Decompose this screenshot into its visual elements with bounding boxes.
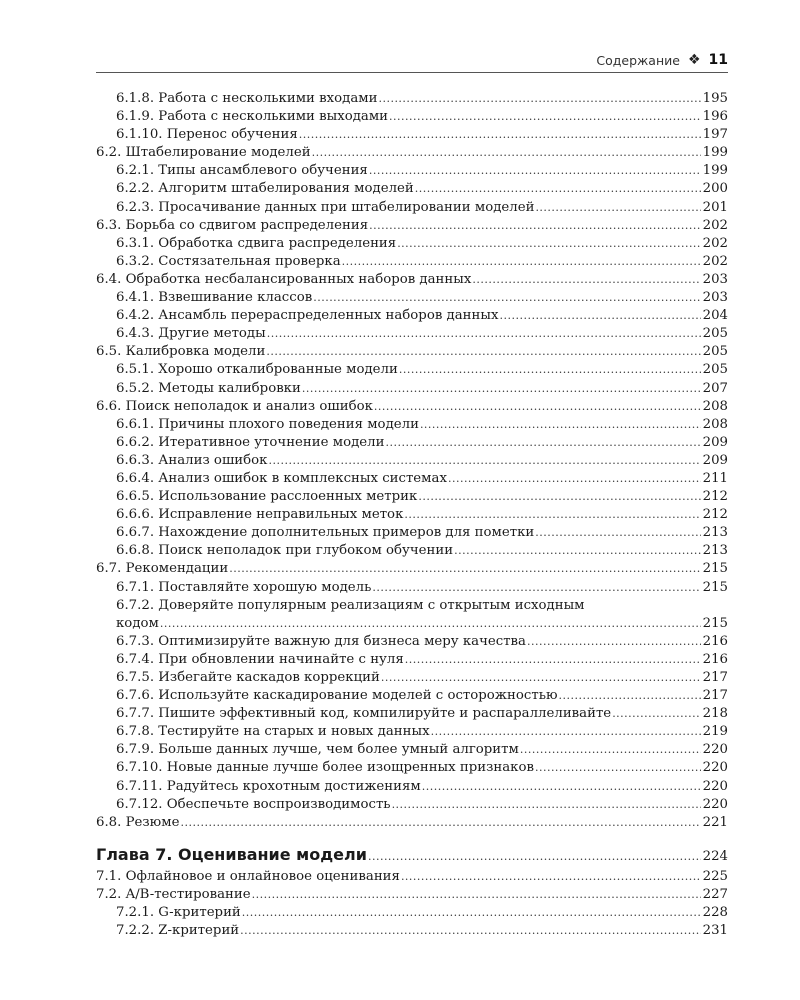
toc-page-number: 209 (702, 434, 728, 450)
toc-entry-title: 6.6.7. Нахождение дополнительных примеров для пометки (116, 525, 535, 541)
dot-leader (312, 146, 701, 159)
toc-entry[interactable] (96, 869, 728, 887)
dot-leader (527, 635, 701, 648)
dot-leader (431, 725, 701, 738)
toc-entry-title: 6.6. Поиск неполадок и анализ ошибок (96, 398, 373, 414)
toc-page-number: 208 (702, 416, 728, 432)
toc-page-number: 224 (702, 848, 728, 864)
toc-entry[interactable] (96, 381, 728, 399)
toc-entry-line (96, 598, 728, 616)
toc-entry-title: 6.4.3. Другие методы (116, 326, 266, 342)
toc-entry-title: 6.4.1. Взвешивание классов (116, 290, 313, 306)
toc-entry[interactable] (96, 561, 728, 579)
dot-leader (397, 237, 701, 250)
dot-leader (269, 454, 702, 467)
toc-page-number: 204 (702, 308, 728, 324)
dot-leader (378, 92, 701, 105)
dot-leader (374, 400, 701, 413)
toc-page-number: 212 (702, 507, 728, 523)
toc-page-number: 203 (702, 290, 728, 306)
dot-leader (535, 761, 701, 774)
toc-entry-title: 6.1.10. Перенос обучения (116, 127, 298, 143)
toc-page-number: 216 (702, 651, 728, 667)
toc-entry-title: 6.5. Калибровка модели (96, 344, 266, 360)
dot-leader (422, 780, 701, 793)
toc-page-number: 215 (702, 579, 728, 595)
toc-page-number: 213 (702, 525, 728, 541)
toc-entry-title: 6.7.8. Тестируйте на старых и новых данных (116, 724, 430, 740)
toc-entry-title: 6.5.1. Хорошо откалиброванные модели (116, 362, 398, 378)
toc-page-number: 216 (702, 633, 728, 649)
dot-leader (399, 363, 701, 376)
toc-entry[interactable] (96, 507, 728, 525)
toc-entry[interactable] (96, 724, 728, 742)
toc-entry-title: 7.1. Офлайновое и онлайновое оценивания (96, 868, 400, 884)
toc-entry-title: 6.7.4. При обновлении начинайте с нуля (116, 651, 404, 667)
toc-entry[interactable] (96, 236, 728, 254)
toc-entry[interactable] (96, 453, 728, 471)
toc-page-number: 200 (702, 181, 728, 197)
toc-page-number: 203 (702, 271, 728, 287)
header-page-number: 11 (708, 52, 728, 68)
dot-leader (415, 182, 701, 195)
running-header (96, 50, 728, 70)
toc-entry-title: 6.7.9. Больше данных лучше, чем более умный алгоритм (116, 742, 519, 758)
toc-entry-title: 6.7.10. Новые данные лучше более изощренных признаков (116, 760, 534, 776)
toc-page-number: 205 (702, 344, 728, 360)
toc-page-number: 202 (702, 235, 728, 251)
toc-entry-title: 6.6.5. Использование расслоенных метрик (116, 489, 418, 505)
dot-leader (520, 743, 701, 756)
toc-entry[interactable] (96, 489, 728, 507)
toc-entry-title: кодом (116, 615, 159, 631)
dot-leader (401, 870, 701, 883)
toc-page-number: 220 (702, 778, 728, 794)
toc-entry-title: 6.6.3. Анализ ошибок (116, 452, 268, 468)
toc-entry[interactable] (96, 218, 728, 236)
toc-entry[interactable] (96, 109, 728, 127)
toc-entry-title: 6.5.2. Методы калибровки (116, 380, 301, 396)
toc-page-number: 212 (702, 489, 728, 505)
dot-leader (302, 382, 701, 395)
dot-leader (229, 562, 701, 575)
dot-leader (392, 798, 701, 811)
toc-entry-title: 6.6.2. Итеративное уточнение модели (116, 434, 385, 450)
toc-entry[interactable] (96, 163, 728, 181)
toc-page-number: 219 (702, 724, 728, 740)
dot-leader (180, 816, 701, 829)
dot-leader (313, 291, 701, 304)
toc-entry[interactable] (96, 254, 728, 272)
toc-entry-title: 6.8. Резюме (96, 814, 180, 830)
toc-page-number: 220 (702, 742, 728, 758)
toc-entry[interactable] (96, 272, 728, 290)
dot-leader (418, 490, 701, 503)
toc-entry-title: 6.3.1. Обработка сдвига распределения (116, 235, 397, 251)
toc-entry[interactable] (96, 471, 728, 489)
dot-leader (499, 309, 701, 322)
dot-leader (368, 850, 701, 863)
toc-page-number: 218 (702, 706, 728, 722)
toc-entry-title: 6.2. Штабелирование моделей (96, 145, 311, 161)
header-rule (96, 72, 728, 73)
dot-leader (372, 581, 701, 594)
dot-leader (299, 128, 701, 141)
toc-page-number: 205 (702, 326, 728, 342)
toc-entry[interactable] (96, 362, 728, 380)
toc-entry[interactable] (96, 145, 728, 163)
toc-entry-title: 6.6.8. Поиск неполадок при глубоком обучении (116, 543, 454, 559)
toc-chapter-entry[interactable] (96, 845, 728, 869)
toc-entry[interactable] (96, 797, 728, 815)
toc-entry-title: 6.3.2. Состязательная проверка (116, 253, 341, 269)
toc-page-number: 220 (702, 760, 728, 776)
toc-entry-title: 6.3. Борьба со сдвигом распределения (96, 217, 369, 233)
toc-entry-title: 6.7.3. Оптимизируйте важную для бизнеса меру качества (116, 633, 526, 649)
dot-leader (385, 436, 701, 449)
toc-page-number: 221 (702, 814, 728, 830)
toc-page-number: 228 (702, 905, 728, 921)
dot-leader (242, 906, 701, 919)
toc-entry-title: 6.6.6. Исправление неправильных меток (116, 507, 404, 523)
toc-entry[interactable] (96, 779, 728, 797)
toc-page-number: 217 (702, 670, 728, 685)
toc-entry-title: 6.2.1. Типы ансамблевого обучения (116, 163, 368, 179)
toc-page-number: 209 (702, 452, 728, 468)
toc-entry[interactable] (96, 688, 728, 706)
toc-page-number: 202 (702, 217, 728, 233)
toc-entry[interactable] (96, 326, 728, 344)
toc-entry[interactable] (96, 417, 728, 435)
dot-leader (535, 201, 701, 214)
toc-entry-title: 6.7.7. Пишите эффективный код, компилируйте и распараллеливайте (116, 706, 612, 722)
toc-page-number: 227 (702, 886, 728, 902)
toc-entry-title: Глава 7. Оценивание модели (96, 844, 367, 864)
toc-entry-title: 6.4. Обработка несбалансированных наборов данных (96, 271, 472, 287)
toc-page-number: 225 (702, 868, 728, 884)
toc-entry-title: 6.4.2. Ансамбль перераспределенных наборов данных (116, 308, 499, 324)
toc-entry[interactable] (96, 923, 728, 941)
toc-entry[interactable] (96, 616, 728, 634)
dot-leader (266, 345, 701, 358)
toc-entry[interactable] (96, 344, 728, 362)
toc-entry[interactable] (96, 200, 728, 218)
dot-leader (405, 653, 701, 666)
toc-entry-title: 6.6.1. Причины плохого поведения модели (116, 416, 419, 432)
toc-page-number: 202 (702, 253, 728, 269)
dot-leader (342, 255, 701, 268)
toc-entry[interactable] (96, 905, 728, 923)
dot-leader (612, 707, 701, 720)
toc-entry[interactable] (96, 580, 728, 598)
toc-entry-title: 6.7.6. Используйте каскадирование моделей с осторожностью (116, 688, 558, 704)
toc-entry[interactable] (96, 525, 728, 543)
toc-page-number: 195 (702, 91, 728, 106)
dot-leader (420, 418, 701, 431)
toc-entry[interactable] (96, 670, 728, 688)
header-title: Содержание (596, 52, 680, 68)
toc-entry-title: 6.7.5. Избегайте каскадов коррекций (116, 670, 380, 685)
toc-entry-title: 6.7.11. Радуйтесь крохотным достижениям (116, 778, 421, 794)
dot-leader (404, 508, 701, 521)
table-of-contents (96, 91, 728, 941)
toc-entry-title: 7.2. A/B-тестирование (96, 886, 251, 902)
dot-leader (369, 219, 701, 232)
toc-page-number: 220 (702, 796, 728, 812)
diamond-ornament-icon: ❖ (687, 52, 701, 68)
toc-entry[interactable] (96, 543, 728, 561)
toc-entry[interactable] (96, 290, 728, 308)
toc-entry-title: 6.2.3. Просачивание данных при штабелировании моделей (116, 199, 535, 215)
toc-entry-title: 6.7.1. Поставляйте хорошую модель (116, 579, 372, 595)
dot-leader (160, 617, 701, 630)
toc-entry-title: 6.6.4. Анализ ошибок в комплексных системах (116, 470, 447, 486)
toc-entry[interactable] (96, 127, 728, 145)
toc-entry[interactable] (96, 706, 728, 724)
toc-page-number: 215 (702, 615, 728, 631)
toc-entry-title: 6.1.8. Работа с несколькими входами (116, 91, 378, 106)
toc-entry-title: 7.2.1. G-критерий (116, 905, 241, 921)
toc-entry-title: 6.1.9. Работа с несколькими выходами (116, 109, 389, 125)
toc-page-number: 208 (702, 398, 728, 414)
dot-leader (559, 689, 701, 702)
toc-entry-title: 6.7.2. Доверяйте популярным реализациям с открытым исходным (116, 597, 585, 613)
toc-page-number: 211 (702, 470, 728, 486)
dot-leader (381, 671, 701, 684)
toc-entry[interactable] (96, 887, 728, 905)
dot-leader (369, 164, 701, 177)
toc-entry[interactable] (96, 308, 728, 326)
dot-leader (389, 110, 701, 123)
toc-page-number: 199 (702, 145, 728, 161)
toc-entry[interactable] (96, 435, 728, 453)
dot-leader (267, 327, 701, 340)
toc-page-number: 199 (702, 163, 728, 179)
dot-leader (472, 273, 701, 286)
toc-page-number: 215 (702, 561, 728, 577)
toc-page-number: 231 (702, 923, 728, 939)
dot-leader (448, 472, 701, 485)
dot-leader (240, 924, 701, 937)
toc-page-number: 205 (702, 362, 728, 378)
toc-page-number: 197 (702, 127, 728, 143)
toc-entry[interactable] (96, 181, 728, 199)
toc-entry-title: 6.2.2. Алгоритм штабелирования моделей (116, 181, 414, 197)
toc-entry[interactable] (96, 652, 728, 670)
toc-entry[interactable] (96, 742, 728, 760)
toc-entry[interactable] (96, 399, 728, 417)
toc-entry-title: 6.7.12. Обеспечьте воспроизводимость (116, 796, 391, 812)
toc-page-number: 213 (702, 543, 728, 559)
toc-page-number: 207 (702, 380, 728, 396)
toc-entry-title: 6.7. Рекомендации (96, 561, 229, 577)
toc-entry[interactable] (96, 634, 728, 652)
toc-page-number: 196 (702, 109, 728, 125)
dot-leader (535, 526, 701, 539)
dot-leader (252, 888, 701, 901)
toc-entry[interactable] (96, 91, 728, 109)
toc-entry[interactable] (96, 760, 728, 778)
toc-entry[interactable] (96, 815, 728, 833)
toc-page-number: 217 (702, 688, 728, 704)
toc-entry-title: 7.2.2. Z-критерий (116, 923, 240, 939)
toc-page-number: 201 (702, 199, 728, 215)
dot-leader (454, 544, 701, 557)
